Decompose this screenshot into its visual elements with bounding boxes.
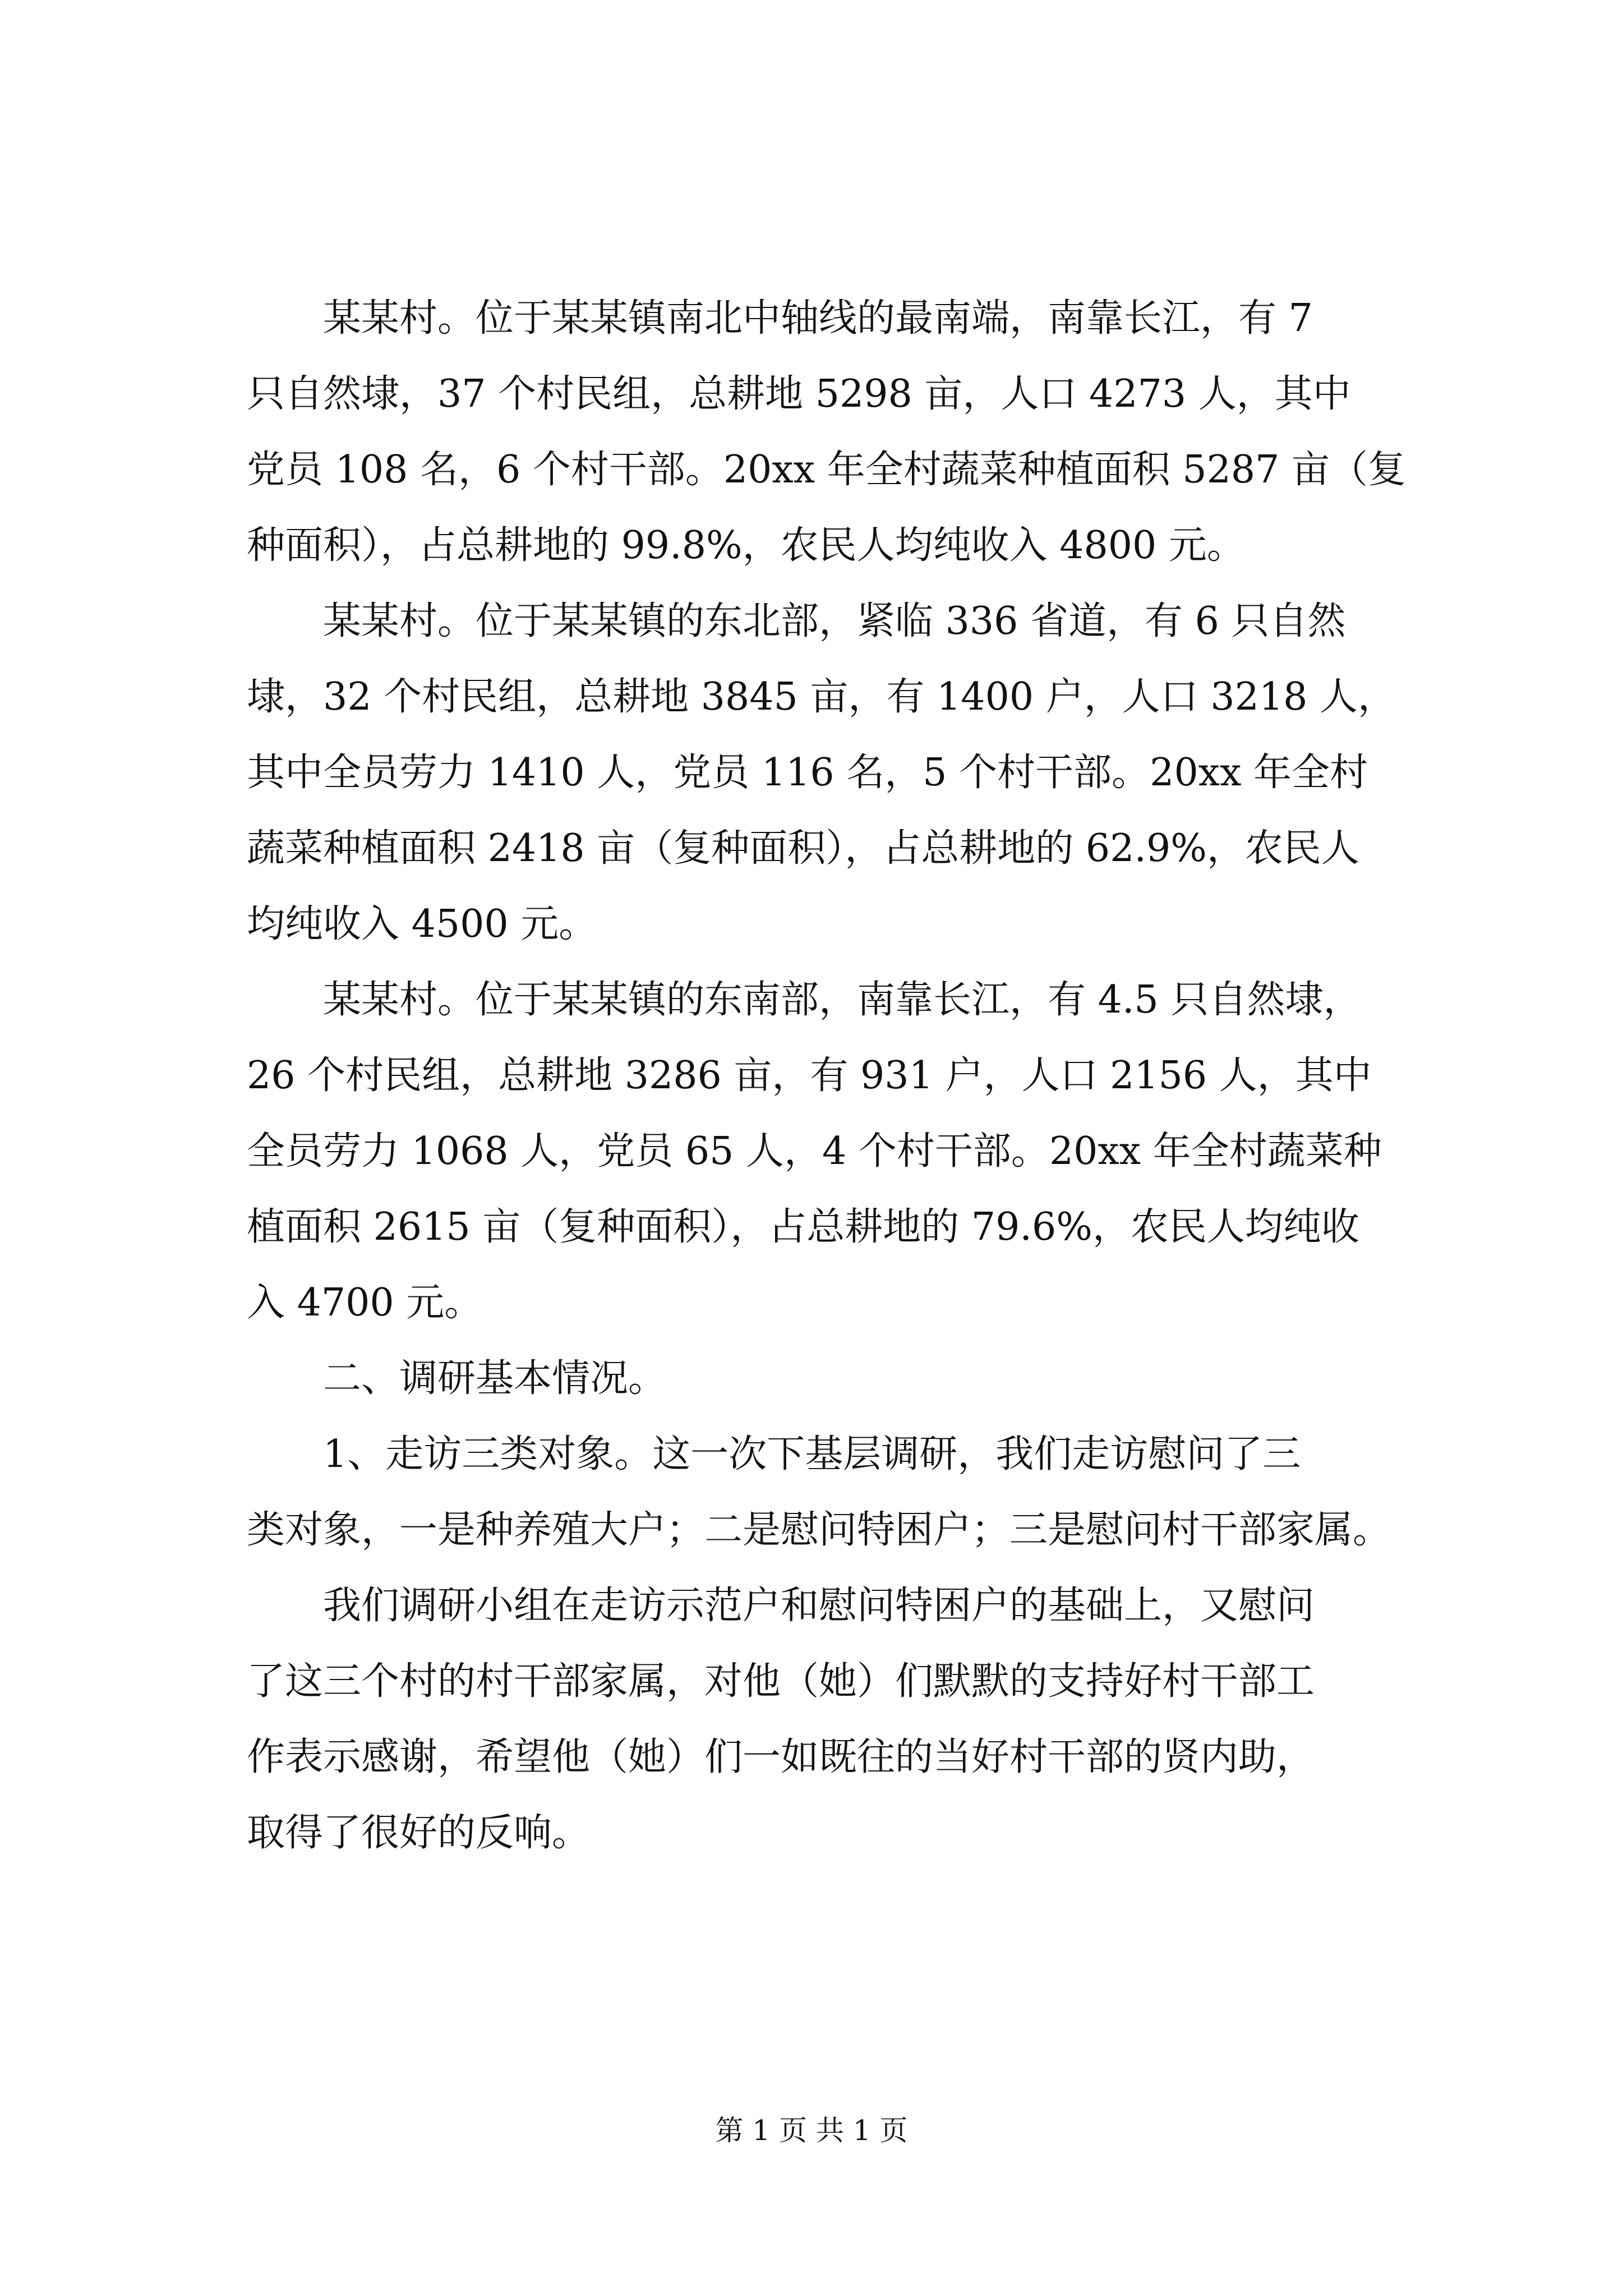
section-heading-research [247, 1341, 1424, 1416]
paragraph-visit-families [247, 1568, 1424, 1871]
text-line: 某某村。位于某某镇南北中轴线的最南端，南靠长江，有 7 [323, 296, 1313, 341]
paragraph-village-1 [247, 280, 1424, 583]
text-line: 作表示感谢，希望他（她）们一如既往的当好村干部的贤内助， [247, 1735, 1315, 1779]
text-line: 了这三个村的村干部家属，对他（她）们默默的支持好村干部工 [247, 1659, 1315, 1704]
text-line: 某某村。位于某某镇的东北部，紧临 336 省道，有 6 只自然 [323, 599, 1346, 643]
text-line: 1、走访三类对象。这一次下基层调研，我们走访慰问了三 [323, 1432, 1301, 1476]
text-line: 种面积），占总耕地的 99.8%，农民人均纯收入 4800 元。 [247, 523, 1245, 568]
document-body [247, 280, 1424, 1871]
text-line: 植面积 2615 亩（复种面积），占总耕地的 79.6%，农民人均纯收 [247, 1205, 1359, 1249]
paragraph-village-3 [247, 962, 1424, 1341]
section-heading: 二、调研基本情况。 [323, 1356, 667, 1401]
text-line: 其中全员劳力 1410 人，党员 116 名，5 个村干部。20xx 年全村 [247, 751, 1368, 795]
text-line: 某某村。位于某某镇的东南部，南靠长江，有 4.5 只自然埭， [323, 978, 1362, 1022]
paragraph-visit-targets [247, 1416, 1424, 1568]
text-line: 取得了很好的反响。 [247, 1811, 591, 1855]
text-line: 我们调研小组在走访示范户和慰问特困户的基础上，又慰问 [323, 1584, 1315, 1628]
paragraph-village-2 [247, 583, 1424, 962]
text-line: 蔬菜种植面积 2418 亩（复种面积），占总耕地的 62.9%，农民人 [247, 826, 1359, 871]
page-number-footer: 第 1 页 共 1 页 [715, 2114, 908, 2147]
text-line: 全员劳力 1068 人，党员 65 人，4 个村干部。20xx 年全村蔬菜种 [247, 1129, 1382, 1174]
text-line: 党员 108 名，6 个村干部。20xx 年全村蔬菜种植面积 5287 亩（复 [247, 448, 1407, 492]
text-line: 类对象，一是种养殖大户；二是慰问特困户；三是慰问村干部家属。 [247, 1508, 1391, 1552]
text-line: 埭，32 个村民组，总耕地 3845 亩，有 1400 户，人口 3218 人， [247, 675, 1396, 719]
text-line: 26 个村民组，总耕地 3286 亩，有 931 户，人口 2156 人，其中 [247, 1053, 1372, 1098]
text-line: 入 4700 元。 [247, 1281, 483, 1325]
text-line: 均纯收入 4500 元。 [247, 902, 597, 946]
text-line: 只自然埭，37 个村民组，总耕地 5298 亩，人口 4273 人，其中 [247, 372, 1351, 416]
